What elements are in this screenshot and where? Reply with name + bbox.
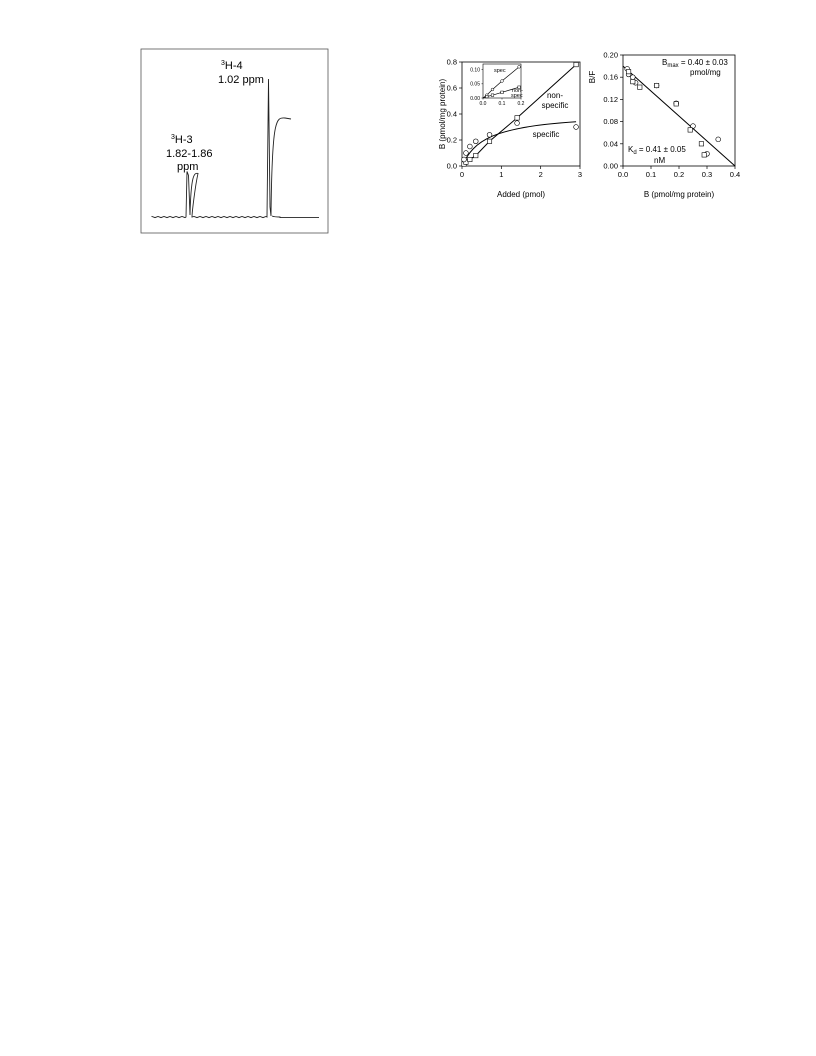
nmr-spectrum-figure [140, 48, 330, 236]
inset-spec-point [501, 80, 504, 83]
bmax-sym: B [662, 58, 668, 67]
bmax-unit: pmol/mg [690, 68, 721, 77]
saturation-y-tick-label: 0.2 [446, 135, 457, 145]
inset-nonspec-point [501, 91, 504, 94]
inset-y-tick-label: 0.05 [470, 81, 480, 88]
inset-spec-point [518, 65, 521, 68]
peak-unit-h3: ppm [177, 161, 199, 173]
scatchard-circle-point [716, 137, 721, 142]
scatchard-y-tick-label: 0.08 [603, 117, 618, 127]
kd-value: = 0.41 ± 0.05 [636, 145, 686, 154]
bmax-value: = 0.40 ± 0.03 [678, 58, 728, 67]
scatchard-x-tick-label: 0.2 [673, 170, 685, 179]
scatchard-panel [586, 52, 746, 212]
nonspecific-point [487, 139, 491, 143]
scatchard-square-point [654, 83, 658, 87]
saturation-y-tick-label: 0.0 [446, 161, 457, 171]
kd-sub: d [633, 150, 637, 156]
scatchard-x-title: B (pmol/mg protein) [643, 190, 715, 199]
scatchard-x-tick-label: 0.4 [729, 170, 741, 179]
nmr-panel [140, 48, 330, 241]
nonspecific-label-1: non- [546, 91, 564, 100]
nonspecific-point [515, 116, 519, 120]
peak-h3-main: H-3 [174, 134, 193, 146]
specific-point [574, 125, 579, 130]
saturation-x-tick-label: 2 [538, 170, 543, 179]
scatchard-figure [586, 52, 746, 207]
scatchard-x-tick-label: 0.0 [617, 170, 629, 179]
saturation-x-tick-label: 3 [577, 170, 583, 179]
specific-point [487, 132, 492, 137]
kd-unit: nM [654, 156, 666, 165]
saturation-x-tick-label: 1 [499, 170, 504, 179]
saturation-y-tick-label: 0.8 [446, 57, 457, 67]
inset-nonspec-point [491, 94, 494, 97]
peak-h4-sup: 3 [221, 60, 225, 67]
peak-shift-h4: 1.02 ppm [218, 74, 264, 86]
inset-nonspec-point [486, 95, 489, 98]
saturation-panel [436, 52, 586, 212]
specific-point [462, 157, 467, 162]
nonspecific-point [468, 157, 472, 161]
specific-label: specific [532, 130, 560, 139]
kd-annotation [628, 145, 686, 156]
saturation-y-title: B (pmol/mg protein) [438, 78, 447, 150]
specific-point [467, 144, 472, 149]
scatchard-square-point [699, 142, 703, 146]
saturation-inset [470, 64, 524, 107]
scatchard-y-title: B/F [588, 70, 597, 84]
scatchard-square-point [688, 128, 692, 132]
specific-point [464, 151, 469, 156]
scatchard-circle-point [630, 75, 635, 80]
saturation-x-title: Added (pmol) [496, 190, 546, 199]
specific-curve [462, 122, 576, 166]
scatchard-square-point [631, 79, 635, 83]
scatchard-y-tick-label: 0.04 [603, 139, 618, 149]
scatchard-square-point [638, 85, 642, 89]
scatchard-square-point [702, 153, 706, 157]
scatchard-y-tick-label: 0.00 [603, 161, 618, 171]
bmax-sub: max [667, 63, 679, 69]
inset-nonspec-label-2: spec [511, 93, 523, 99]
nonspecific-point [574, 62, 578, 66]
scatchard-y-tick-label: 0.12 [603, 94, 618, 104]
kd-sym: K [628, 145, 634, 154]
scatchard-x-tick-label: 0.3 [701, 170, 713, 179]
inset-x-tick-label: 0.1 [498, 101, 506, 107]
inset-spec-label: spec [494, 68, 506, 74]
scatchard-x-tick-label: 0.1 [645, 170, 657, 179]
peak-label-h4 [221, 60, 243, 72]
saturation-y-tick-label: 0.6 [446, 83, 457, 93]
peak-shift-h3: 1.82-1.86 [166, 148, 213, 160]
saturation-figure [436, 52, 586, 207]
inset-y-tick-label: 0.10 [470, 67, 480, 74]
nonspecific-point [474, 153, 478, 157]
specific-point [473, 139, 478, 144]
peak-h3-sup: 3 [171, 134, 175, 141]
saturation-x-tick-label: 0 [459, 170, 465, 179]
inset-nonspec-label-1: non- [512, 88, 524, 94]
scatchard-y-tick-label: 0.16 [603, 72, 618, 82]
saturation-y-tick-label: 0.4 [446, 109, 457, 119]
scatchard-square-point [674, 102, 678, 106]
peak-label-h3 [171, 134, 193, 146]
nonspecific-label-2: specific [541, 101, 569, 110]
scatchard-y-tick-label: 0.20 [603, 52, 618, 60]
specific-point [515, 121, 520, 126]
scatchard-square-point [626, 69, 630, 73]
inset-x-tick-label: 0.2 [517, 101, 525, 107]
inset-x-tick-label: 0.0 [479, 101, 487, 107]
inset-y-tick-label: 0.00 [470, 95, 480, 102]
peak-h4-main: H-4 [224, 60, 243, 72]
inset-spec-point [491, 88, 494, 91]
